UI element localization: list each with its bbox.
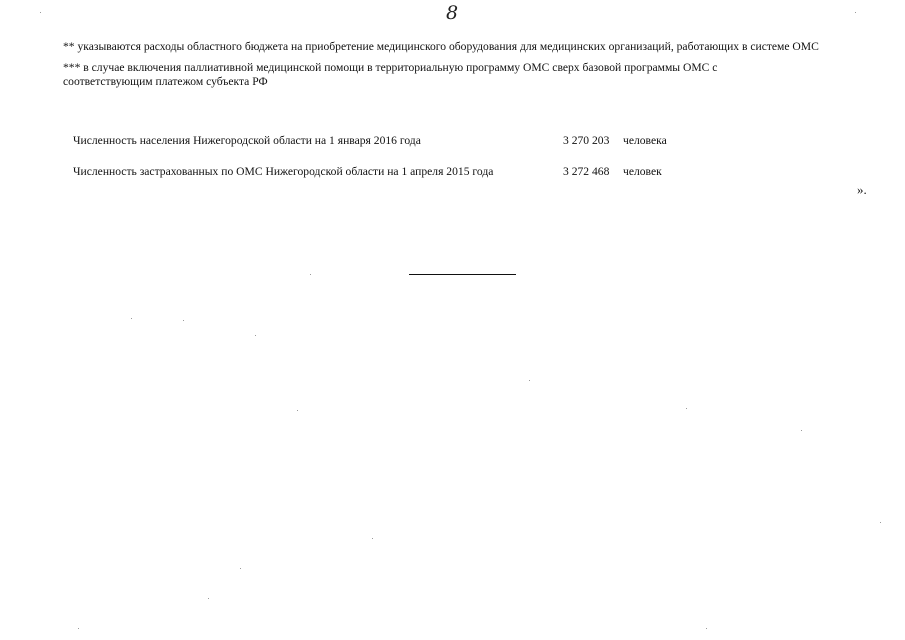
scan-speck xyxy=(183,320,184,321)
scan-speck xyxy=(40,12,41,13)
closing-quote-mark: ». xyxy=(857,182,867,197)
stat-value: 3 270 203 xyxy=(563,134,610,147)
insured-stat-row xyxy=(73,164,693,180)
footnote-triple-asterisk-line1: *** в случае включения паллиативной медицинской помощи в территориальную программу ОМС сверх базовой программы ОМС с xyxy=(63,61,718,74)
stat-unit: человека xyxy=(623,134,667,147)
scan-speck xyxy=(297,410,298,411)
scan-speck xyxy=(529,380,530,381)
stat-unit: человек xyxy=(623,165,662,178)
scan-speck xyxy=(310,274,311,275)
scan-speck xyxy=(686,408,687,409)
scan-speck xyxy=(801,430,802,431)
scan-speck xyxy=(208,598,209,599)
stat-label: Численность застрахованных по ОМС Нижегородской области на 1 апреля 2015 года xyxy=(73,165,494,178)
scan-speck xyxy=(240,568,241,569)
stat-label: Численность населения Нижегородской области на 1 января 2016 года xyxy=(73,134,421,147)
stat-value: 3 272 468 xyxy=(563,165,610,178)
population-stat-row xyxy=(73,133,693,149)
section-divider-line xyxy=(409,274,516,275)
scan-speck xyxy=(855,12,856,13)
scan-speck xyxy=(706,628,707,629)
page-number: 8 xyxy=(446,2,459,24)
scan-speck xyxy=(880,522,881,523)
scan-speck xyxy=(78,628,79,629)
scan-speck xyxy=(255,335,256,336)
footnote-double-asterisk: ** указываются расходы областного бюджета на приобретение медицинского оборудования для медицинских организаций, работающих в системе ОМС xyxy=(63,40,819,53)
scan-speck xyxy=(131,318,132,319)
scan-speck xyxy=(372,538,373,539)
footnote-triple-asterisk-line2: соответствующим платежом субъекта РФ xyxy=(63,75,268,88)
